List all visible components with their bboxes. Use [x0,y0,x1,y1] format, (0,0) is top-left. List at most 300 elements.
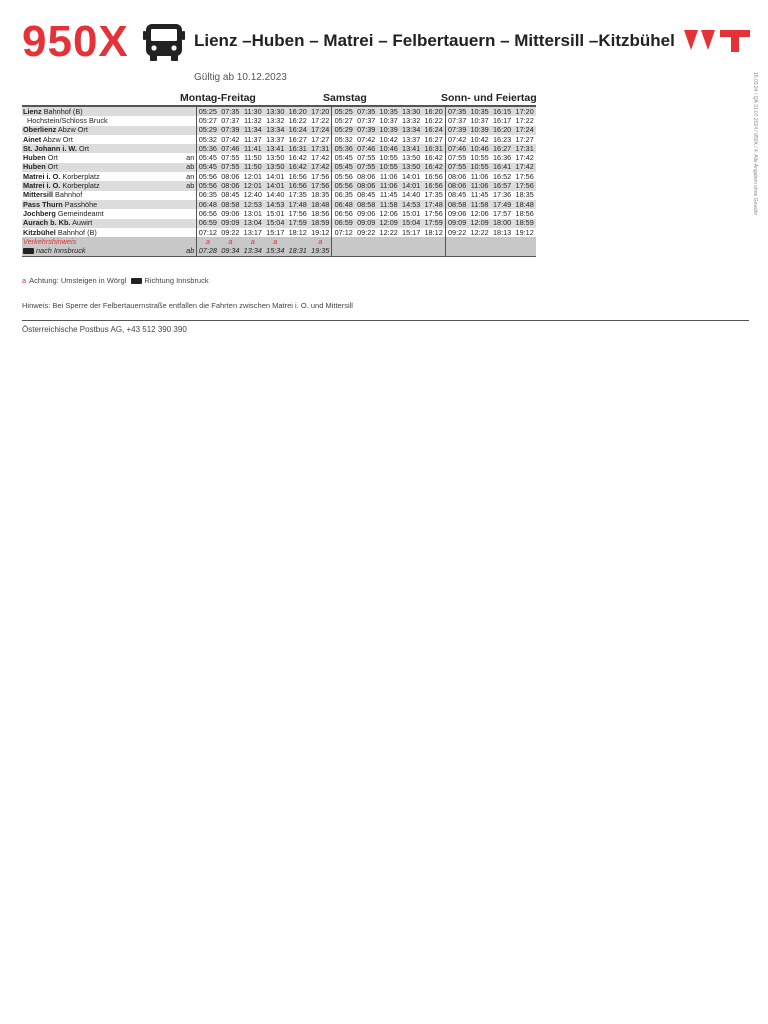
stop-place: Lienz [23,106,42,116]
connection-time [355,246,377,256]
stop-location: Bahnhof [55,190,83,200]
time-cell: 17:59 [422,219,445,228]
time-cell: 08:45 [221,190,240,200]
time-cell: 17:31 [513,144,536,153]
time-cell: 08:58 [445,200,468,209]
time-cell: 07:37 [221,116,240,125]
time-cell: 17:22 [311,116,330,125]
time-cell: 17:31 [309,144,332,153]
stop-place: Kitzbühel [23,227,56,237]
stop-place: Huben [23,153,46,163]
stop-location: Bahnhof (B) [43,106,83,116]
time-cell: 10:37 [470,116,489,125]
connection-time [513,246,536,256]
time-cell: 05:27 [332,116,355,125]
time-cell: 07:55 [355,163,377,172]
time-cell: 09:09 [219,219,241,228]
time-cell: 11:06 [377,181,399,190]
time-cell: 18:13 [492,227,512,237]
time-cell: 16:56 [288,172,307,181]
time-cell: 11:30 [242,106,264,116]
note-mark: a [264,237,286,246]
time-cell: 09:22 [221,227,240,237]
time-cell: 14:01 [266,172,285,181]
arrival-departure-flag [185,135,196,144]
table-row [22,191,536,200]
empty-cell [185,237,196,246]
time-cell: 11:45 [379,190,398,200]
connection-time [377,246,399,256]
time-cell: 10:39 [377,126,399,135]
time-cell: 05:56 [196,172,219,181]
time-cell: 16:57 [491,181,513,190]
day-group-saturday: Samstag [323,92,367,104]
stop-place: Jochberg [23,209,56,218]
time-cell: 19:12 [515,227,534,237]
table-row [22,200,536,209]
time-cell: 16:56 [287,181,309,190]
note-mark: a [196,237,219,246]
time-cell: 16:15 [491,106,513,116]
time-cell: 09:09 [355,219,377,228]
stop-name [22,106,185,116]
time-cell: 05:56 [196,181,219,190]
time-cell: 05:56 [332,172,355,181]
stop-location: Bahnhof (B) [57,227,97,237]
table-row [22,163,536,172]
connection-time [400,246,422,256]
time-cell: 16:36 [492,153,512,163]
stop-place: Mittersill [23,190,54,200]
arrival-departure-flag [185,219,196,228]
time-cell: 07:35 [219,106,241,116]
time-cell: 13:30 [400,106,422,116]
time-cell: 10:35 [468,106,490,116]
time-cell: 09:06 [221,209,240,218]
time-cell: 16:27 [424,134,443,144]
time-cell: 15:17 [266,227,285,237]
note-mark [468,237,490,246]
time-cell: 14:40 [402,190,421,200]
time-cell: 15:04 [264,219,286,228]
note-label: Verkehrshinweis [22,237,185,246]
time-cell: 09:22 [357,227,376,237]
time-cell: 17:20 [513,106,536,116]
time-cell: 17:56 [513,181,536,190]
time-cell: 18:59 [513,219,536,228]
time-cell: 17:24 [309,126,332,135]
time-cell: 13:50 [400,163,422,172]
note-mark [287,237,309,246]
time-cell: 07:46 [445,144,468,153]
time-cell: 05:36 [196,144,219,153]
time-cell: 08:58 [355,200,377,209]
bus-icon [143,22,185,62]
time-cell: 13:30 [264,106,286,116]
stop-name [22,228,185,237]
time-cell: 17:56 [424,209,443,218]
time-cell: 07:55 [221,153,240,163]
time-cell: 13:32 [402,116,421,125]
note-mark [445,237,468,246]
stop-location: Ort [78,144,90,153]
note-mark [422,237,445,246]
connection-time: 19:35 [309,246,332,256]
note-mark [332,237,355,246]
arrival-departure-flag: an [186,172,195,181]
time-cell: 17:20 [309,106,332,116]
note-mark: a [219,237,241,246]
time-cell: 05:36 [332,144,355,153]
time-cell: 16:20 [491,126,513,135]
time-cell: 08:58 [219,200,241,209]
time-cell: 07:37 [357,116,376,125]
arrival-departure-flag [185,126,196,135]
time-cell: 16:42 [424,153,443,163]
stop-location: Korberplatz [62,181,100,191]
time-cell: 17:48 [422,200,445,209]
time-cell: 13:04 [242,219,264,228]
time-cell: 13:34 [400,126,422,135]
stop-name [22,126,185,135]
time-cell: 10:39 [468,126,490,135]
time-cell: 18:56 [311,209,330,218]
time-cell: 16:56 [422,181,445,190]
operator-info: Österreichische Postbus AG, +43 512 390 390 [22,325,187,334]
time-cell: 07:35 [445,106,468,116]
time-cell: 17:42 [513,163,536,172]
time-cell: 12:22 [470,227,489,237]
time-cell: 17:22 [515,116,534,125]
time-cell: 07:55 [357,153,376,163]
stop-place: Matrei i. O. [23,172,61,181]
time-cell: 05:45 [196,163,219,172]
stop-location: Hochstein/Schloss Bruck [27,116,108,125]
time-cell: 17:35 [424,190,443,200]
time-cell: 15:17 [402,227,421,237]
time-cell: 09:09 [445,219,468,228]
time-cell: 10:42 [470,134,489,144]
time-cell: 11:50 [243,153,262,163]
time-cell: 16:56 [424,172,443,181]
table-row [22,135,536,144]
time-cell: 11:58 [377,200,399,209]
time-cell: 08:45 [357,190,376,200]
connection-time: 09:34 [219,246,241,256]
stop-name [22,144,185,153]
time-cell: 08:06 [357,172,376,181]
stop-name [22,200,185,209]
time-cell: 16:23 [492,134,512,144]
time-cell: 14:01 [400,181,422,190]
time-cell: 05:29 [332,126,355,135]
stop-name [22,116,185,125]
arrival-departure-flag: ab [186,246,195,256]
time-cell: 17:57 [492,209,512,218]
time-cell: 07:42 [221,134,240,144]
time-cell: 11:41 [242,144,264,153]
stop-place: Aurach b. Kb. [23,218,71,228]
time-cell: 09:06 [445,209,468,218]
time-cell: 17:24 [513,126,536,135]
time-cell: 06:59 [332,219,355,228]
stop-place: Oberlienz [23,125,57,135]
stop-place: St. Johann i. W. [23,144,77,153]
time-cell: 08:06 [221,172,240,181]
table-row [22,153,536,162]
time-cell: 16:31 [287,144,309,153]
time-cell: 16:27 [491,144,513,153]
time-cell: 12:09 [468,219,490,228]
time-cell: 10:55 [468,163,490,172]
time-cell: 17:42 [311,153,330,163]
time-cell: 08:06 [445,181,468,190]
time-cell: 13:41 [264,144,286,153]
divider [22,320,749,321]
time-cell: 17:56 [288,209,307,218]
note-mark: a [242,237,264,246]
table-row [22,181,536,190]
legend [22,276,209,285]
time-cell: 13:34 [264,126,286,135]
time-cell: 11:06 [379,172,398,181]
time-cell: 10:35 [377,106,399,116]
connection-time: 18:31 [287,246,309,256]
time-cell: 05:25 [332,106,355,116]
time-cell: 16:42 [422,163,445,172]
table-row [22,106,536,116]
note-row [22,237,536,246]
time-cell: 17:56 [515,172,534,181]
time-cell: 11:50 [242,163,264,172]
validity-date: Gültig ab 10.12.2023 [194,72,287,83]
time-cell: 13:37 [402,134,421,144]
time-cell: 09:22 [445,228,468,237]
time-cell: 12:09 [377,219,399,228]
time-cell: 12:40 [243,190,262,200]
time-cell: 16:41 [491,163,513,172]
stop-place: Pass Thurn [23,199,63,209]
time-cell: 14:40 [266,190,285,200]
time-cell: 14:53 [264,200,286,209]
stop-name [22,135,185,144]
time-cell: 05:25 [196,106,219,116]
stop-location: Gemeindeamt [57,209,104,218]
time-cell: 13:50 [266,153,285,163]
time-cell: 06:48 [332,200,355,209]
time-cell: 07:42 [445,135,468,144]
time-cell: 17:48 [287,200,309,209]
time-cell: 11:06 [470,172,489,181]
stop-location: Auwirt [72,218,93,228]
time-cell: 13:50 [264,163,286,172]
note-mark [513,237,536,246]
time-cell: 12:01 [243,172,262,181]
time-cell: 06:35 [196,191,219,200]
time-cell: 12:06 [470,209,489,218]
table-row [22,172,536,181]
time-cell: 13:37 [266,134,285,144]
time-cell: 05:56 [332,181,355,190]
stop-name [22,172,185,181]
time-cell: 18:12 [424,227,443,237]
connection-time: 15:34 [264,246,286,256]
train-icon [131,278,142,284]
time-cell: 16:31 [422,144,445,153]
table-row [22,116,536,125]
stop-location: Ort [47,153,58,163]
side-note: 15.03.24 / QA 31.07.2024 / 950X / 4: Alle Angaben ohne Gewähr [752,72,758,216]
time-cell: 13:32 [266,116,285,125]
time-cell: 10:46 [377,144,399,153]
table-row [22,228,536,237]
time-cell: 05:32 [196,135,219,144]
time-cell: 07:42 [357,134,376,144]
time-cell: 05:45 [196,153,219,162]
route-title: Lienz –Huben – Matrei – Felbertauern – Mittersill –Kitzbühel [194,31,675,50]
connection-time: 13:34 [242,246,264,256]
timetable [22,105,536,257]
time-cell: 18:35 [515,190,534,200]
connection-time [422,246,445,256]
time-cell: 14:01 [402,172,421,181]
time-cell: 07:12 [332,228,355,237]
time-cell: 07:46 [355,144,377,153]
time-cell: 06:59 [196,219,219,228]
arrival-departure-flag [185,191,196,200]
time-cell: 18:12 [288,227,307,237]
vvt-logo [684,30,750,52]
connection-label [22,246,185,256]
connection-time [468,246,490,256]
legend-text: Achtung: Umsteigen in Wörgl [29,276,127,285]
time-cell: 08:06 [445,172,468,181]
time-cell: 10:55 [377,163,399,172]
arrival-departure-flag: an [186,153,195,163]
table-row [22,219,536,228]
time-cell: 10:55 [470,153,489,163]
time-cell: 16:52 [492,172,512,181]
time-cell: 17:42 [309,163,332,172]
time-cell: 06:56 [332,209,355,218]
table-row [22,209,536,218]
stop-location: Abzw Ort [57,125,88,135]
time-cell: 17:42 [515,153,534,163]
table-row [22,126,536,135]
time-cell: 05:29 [196,126,219,135]
time-cell: 17:56 [309,181,332,190]
time-cell: 16:22 [288,116,307,125]
time-cell: 16:24 [287,126,309,135]
time-cell: 10:55 [379,153,398,163]
arrival-departure-flag [185,228,196,237]
stop-name [22,219,185,228]
stop-location: Ort [47,162,58,172]
connection-text: nach Innsbruck [36,246,86,256]
arrival-departure-flag: ab [186,181,195,191]
time-cell: 12:53 [242,200,264,209]
time-cell: 10:42 [379,134,398,144]
time-cell: 15:01 [266,209,285,218]
time-cell: 15:04 [400,219,422,228]
connection-time: 07:28 [196,246,219,256]
connection-row [22,246,536,256]
time-cell: 18:35 [311,190,330,200]
line-number: 950X [22,17,129,66]
time-cell: 07:55 [219,163,241,172]
time-cell: 07:39 [445,126,468,135]
time-cell: 07:35 [355,106,377,116]
time-cell: 06:35 [332,191,355,200]
time-cell: 10:37 [379,116,398,125]
time-cell: 18:48 [309,200,332,209]
time-cell: 19:12 [311,227,330,237]
time-cell: 15:01 [402,209,421,218]
time-cell: 18:56 [515,209,534,218]
stop-name [22,181,185,190]
time-cell: 13:41 [400,144,422,153]
time-cell: 06:56 [196,209,219,218]
time-cell: 11:45 [470,190,489,200]
hint-text: Hinweis: Bei Sperre der Felbertauernstraße entfallen die Fahrten zwischen Matrei i. O. und Mittersill [22,301,353,310]
note-mark [355,237,377,246]
arrival-departure-flag [185,116,196,125]
time-cell: 05:45 [332,163,355,172]
time-cell: 16:20 [287,106,309,116]
time-cell: 17:56 [311,172,330,181]
stop-name [22,209,185,218]
time-cell: 11:06 [468,181,490,190]
time-cell: 13:50 [402,153,421,163]
time-cell: 12:06 [379,209,398,218]
stop-location: Korberplatz [62,172,100,181]
time-cell: 05:32 [332,135,355,144]
legend-train-text: Richtung Innsbruck [144,276,209,285]
time-cell: 08:06 [355,181,377,190]
time-cell: 18:48 [513,200,536,209]
stop-place: Ainet [23,134,42,144]
stop-place: Huben [23,162,46,172]
time-cell: 16:24 [422,126,445,135]
arrival-departure-flag [185,200,196,209]
connection-time [332,246,355,256]
time-cell: 17:59 [287,219,309,228]
arrival-departure-flag [185,209,196,218]
time-cell: 17:36 [492,190,512,200]
note-mark [400,237,422,246]
note-mark [377,237,399,246]
time-cell: 16:27 [288,134,307,144]
time-cell: 16:42 [288,153,307,163]
stop-location: Abzw Ort [42,134,73,144]
stop-place: Matrei i. O. [23,181,61,191]
connection-time [491,246,513,256]
time-cell: 11:34 [242,126,264,135]
connection-time [445,246,468,256]
stop-location: Passhöhe [64,199,98,209]
time-cell: 13:17 [243,227,262,237]
time-cell: 18:00 [491,219,513,228]
stop-name [22,153,185,162]
time-cell: 09:06 [357,209,376,218]
time-cell: 07:12 [196,228,219,237]
time-cell: 14:53 [400,200,422,209]
time-cell: 10:46 [468,144,490,153]
arrival-departure-flag: ab [186,162,195,172]
time-cell: 08:45 [445,191,468,200]
note-mark: a [309,237,332,246]
legend-mark: a [22,276,27,285]
